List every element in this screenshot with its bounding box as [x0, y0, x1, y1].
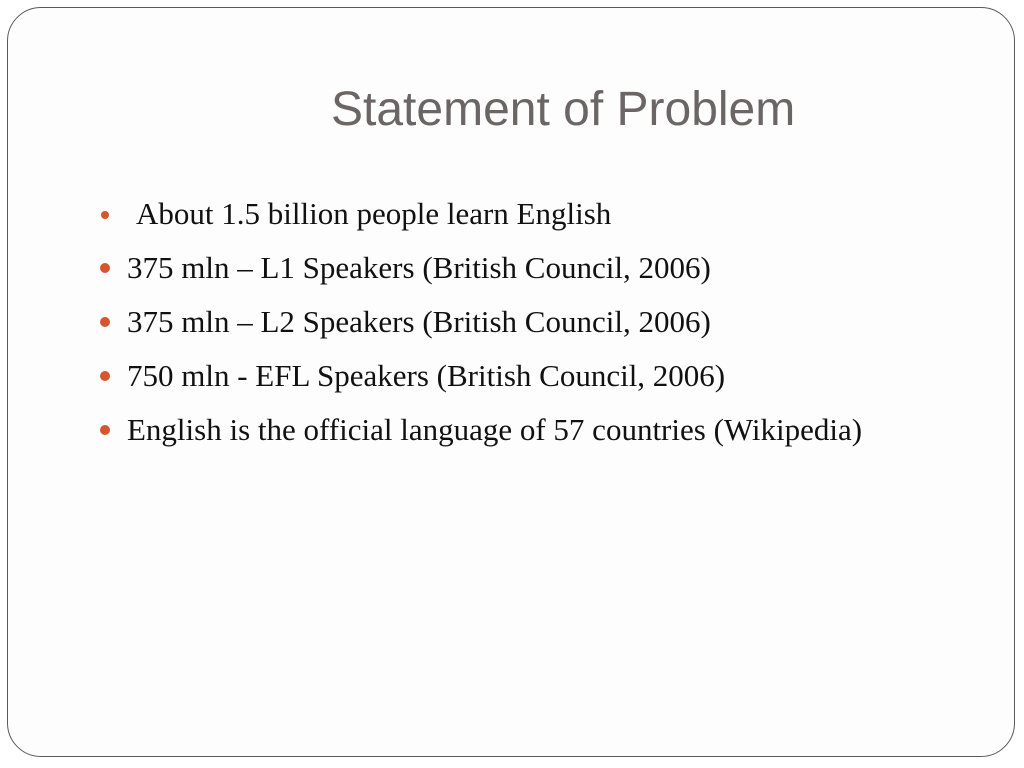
- bullet-list: [96, 196, 916, 448]
- bullet-item: [96, 250, 916, 286]
- bullet-text: 375 mln – L2 Speakers (British Council, 2006): [127, 304, 711, 339]
- bullet-dot-icon: [101, 211, 109, 219]
- bullet-dot-icon: [100, 425, 110, 435]
- bullet-dot-icon: [100, 263, 110, 273]
- bullet-item: [96, 412, 916, 448]
- bullet-text: 750 mln - EFL Speakers (British Council, 2006): [127, 358, 726, 393]
- slide-body: [96, 196, 916, 466]
- bullet-text: 375 mln – L1 Speakers (British Council, 2006): [127, 250, 711, 285]
- bullet-item: [96, 358, 916, 394]
- bullet-dot-icon: [100, 371, 110, 381]
- bullet-item: [96, 304, 916, 340]
- bullet-dot-icon: [100, 317, 110, 327]
- slide-title: Statement of Problem: [331, 83, 796, 136]
- bullet-text: About 1.5 billion people learn English: [136, 196, 612, 231]
- bullet-item: [96, 196, 916, 232]
- bullet-text: English is the official language of 57 countries (Wikipedia): [127, 412, 863, 447]
